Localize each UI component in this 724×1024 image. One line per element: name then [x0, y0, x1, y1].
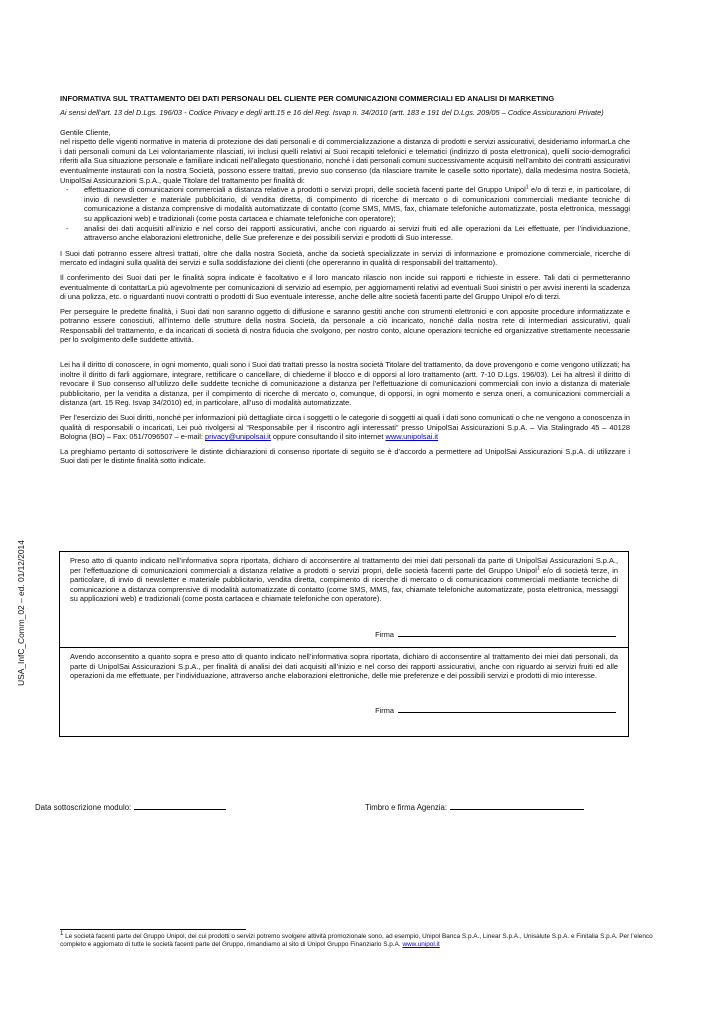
agency-stamp-field[interactable]: [365, 801, 584, 812]
footnote-text: Le società facenti parte del Gruppo Unipol, dei cui prodotti o servizi potremo svolgere attività promozionale sono, ad esempio, Unipol Banca S.p.A., Linear S.p.A., Unisalute S.p.A. e Finitalia S.p.A. Per l’elenco completo e aggiornato di tutte le società facenti parte del Gruppo, rimandiamo al sito di Unipol Gruppo Finanziario S.p.A.: [60, 933, 653, 949]
footnote-number: 1: [60, 930, 64, 937]
privacy-email-link[interactable]: privacy@unipolsai.it: [205, 432, 271, 442]
purpose-item-marketing-text: effettuazione di comunicazioni commerciali a distanza relative a prodotti o servizi propri, delle società facenti parte del Gruppo Unipol: [84, 185, 526, 195]
signature-line[interactable]: [398, 628, 616, 637]
consent-box: [59, 551, 629, 737]
paragraph-handling: Per perseguire le predette finalità, i Suoi dati non saranno oggetto di diffusione e saranno gestiti anche con strumenti elettronici e con apposite procedure informatizzate e potranno essere conosciuti, all’interno delle strutture della nostra Società, da personale a ciò incaricato, nonché dalla nostra rete di intermediari assicurativi, quali Responsabili del trattamento, e da incaricati di società di nostra fiducia che svolgono, per nostro conto, alcune operazioni tecniche ed organizzative strettamente necessarie per lo svolgimento delle suddette attività.: [60, 306, 630, 345]
agency-stamp-line[interactable]: [450, 801, 584, 810]
footnote: [60, 930, 660, 950]
form-date-field[interactable]: [35, 801, 226, 812]
purpose-list: [60, 185, 630, 243]
website-link[interactable]: www.unipolsai.it: [385, 432, 439, 442]
purpose-item-marketing-text-cont: e/o di terzi e, in particolare, di invio di newsletter e materiale pubblicitario, di vendita diretta, di compimento di ricerche di mercato o di comunicazioni commerciali mediante tecniche di comunicazione a distanza comprensive di modalità automatizzate di contatto (come SMS, MMS, fax, chiamate telefoniche automatizzate, posta elettronica, messaggi su applicazioni web) e tradizionali (come posta cartacea e chiamate telefoniche con operatore);: [84, 185, 631, 223]
signature-label: Firma: [375, 706, 394, 715]
footnote-marker: 1: [525, 184, 529, 191]
signature-line[interactable]: [398, 704, 616, 713]
greeting: Gentile Cliente,: [60, 127, 111, 137]
consent-analysis-text: Avendo acconsentito a quanto sopra e preso atto di quanto indicato nell’informativa sopra riportata, dichiaro di acconsentire al trattamento dei miei dati personali, da parte di UnipolSai Assicurazioni S.p.A., per finalità di analisi dei dati acquisiti all’inizio e nel corso dei rapporti assicurativi, anche con riguardo ai servizi fruiti ed alle operazioni da me effettuate, per l’individuazione, attraverso anche elaborazioni elettroniche, delle mie preferenze e dei possibili servizi e prodotti di mio interesse.: [70, 652, 618, 681]
consent-marketing-text: [70, 556, 618, 604]
signature-field-marketing[interactable]: [375, 628, 616, 640]
paragraph-request-signature: La preghiamo pertanto di sottoscrivere le distinte dichiarazioni di consenso riportate di seguito se è d’accordo a permettere ad UnipolSai Assicurazioni S.p.A. di utilizzare i Suoi dati per le distinte finalità sotto indicate.: [60, 446, 630, 466]
agency-stamp-label: Timbro e firma Agenzia:: [365, 803, 448, 812]
form-date-label: Data sottoscrizione modulo:: [35, 803, 132, 812]
paragraph-rights: Lei ha il diritto di conoscere, in ogni momento, quali sono i Suoi dati trattati presso la nostra società Titolare del trattamento, da dove provengono e come vengono utilizzati; ha inoltre il diritto di farli aggiornare, integrare, rettificare o cancellare, di chiederne il blocco e di opporsi al loro trattamento (artt. 7-10 D.Lgs. 196/03). Lei ha altresì il diritto di revocare il Suo consenso all’utilizzo delle suddette tecniche di comunicazione a distanza per l’effettuazione di comunicazioni commerciali con invio a distanza di materiale pubblicitario, per la vendita a distanza, per il compimento di ricerche di mercato o, comunque, di opporsi, in ogni momento e senza oneri, a comunicazioni commerciali a distanza (art. 15 Reg. Isvap 34/2010) ed, in particolare, all’uso di modalità automatizzate.: [60, 360, 630, 408]
consent-section-analysis: [60, 648, 628, 736]
paragraph-exercise-rights: [60, 413, 630, 442]
document-title: INFORMATIVA SUL TRATTAMENTO DEI DATI PERSONALI DEL CLIENTE PER COMUNICAZIONI COMMERCIALI ED ANALISI DI MARKETING: [60, 94, 555, 103]
consent-marketing-text-a: Preso atto di quanto indicato nell’informativa sopra riportata, dichiaro di acconsentire al trattamento dei miei dati personali da parte di UnipolSai Assicurazioni S.p.A., per l’effettuazione di comunicazioni commerciali a distanza relative a prodotti o servizi propri, delle società facenti parte del Gruppo Unipol: [70, 556, 618, 575]
paragraph-processors: I Suoi dati potranno essere altresì trattati, oltre che dalla nostra Società, anche da società specializzate in servizi di informazione e promozione commerciale, ricerche di mercato ed indagini sulla qualità dei servizi e sulla soddisfazione dei clienti (che opereranno in qualità di responsabili del trattamento).: [60, 248, 630, 268]
purpose-item-analysis: [60, 224, 630, 243]
consent-section-marketing: [60, 552, 628, 648]
exercise-rights-text-cont: oppure consultando il sito internet: [270, 432, 386, 442]
purpose-item-analysis-text: analisi dei dati acquisiti all’inizio e nel corso dei rapporti assicurativi, anche con riguardo ai servizi fruiti ed alle operazioni da Lei effettuate, per l’individuazione, attraverso anche elaborazioni elettroniche, delle Sue preferenze e dei possibili servizi e prodotti di Suo interesse.: [84, 223, 630, 243]
paragraph-provision: Il conferimento dei Suoi dati per le finalità sopra indicate è facoltativo e il loro mancato rilascio non incide sui rapporti e richieste in essere. Tali dati ci permetteranno eventualmente di contattarLa più agevolmente per comunicazioni di servizio ad esempio, per aggiornamenti relativi ad eventuali Suoi sinistri o per avvisi inerenti la scadenza di una polizza, etc. o riguardanti nuovi contratti o prodotti di Suo eventuale interesse, anche delle altre società facenti parte del Gruppo Unipol e/o di terzi.: [60, 272, 630, 302]
document-subtitle: Ai sensi dell’art. 13 del D.Lgs. 196/03 - Codice Privacy e degli artt.15 e 16 del Reg. Isvap n. 34/2010 (artt. 183 e 191 del D.Lgs. 209/05 – Codice Assicurazioni Private): [60, 108, 604, 117]
consent-marketing-text-b: e/o di società terze, in particolare, di invio di newsletter e materiale pubblicitario, vendita diretta, compimento di ricerche di mercato o di comunicazioni commerciali mediante tecniche di comunicazione a distanza comprensive di modalità automatizzate di contatto (come SMS, MMS, fax, chiamate telefoniche automatizzate, posta elettronica, messaggi su applicazioni web) e tradizionali (come posta cartacea e chiamate telefoniche con operatore).: [70, 565, 619, 604]
intro-paragraph: nel rispetto delle vigenti normative in materia di protezione dei dati personali e di commercializzazione a distanza di prodotti e servizi assicurativi, desideriamo informarLa che i dati personali comuni da Lei volontariamente rilasciati, ivi inclusi quelli relativi ai Suoi recapiti telefonici e telematici (indirizzo di posta elettronica), quelli socio-demografici riferiti alla Sua situazione personale e familiare indicati nell’allegato questionario, nonché i dati personali comuni successivamente acquisiti nell’ambito dei contratti assicurativi eventualmente instaurati con la nostra Società, possono essere trattati, previo suo consenso (da rilasciare tramite le caselle sotto riportate), dalla medesima nostra Società, UnipolSai Assicurazioni S.p.A., quale Titolare del trattamento per finalità di:: [60, 137, 630, 185]
form-date-line[interactable]: [134, 801, 226, 810]
information-notice: [60, 94, 630, 471]
exercise-rights-text: Per l’esercizio dei Suoi diritti, nonché per informazioni più dettagliate circa i soggetti o le categorie di soggetti ai quali i dati sono comunicati o che ne vengono a conoscenza in qualità di responsabili o incaricati, Lei può rivolgersi al “Responsabile per il riscontro agli interessati” presso UnipolSai Assicurazioni S.p.A. – Via Stalingrado 45 – 40128 Bologna (BO) – Fax: 051/7096507 – e-mail:: [60, 413, 630, 442]
signature-field-analysis[interactable]: [375, 704, 616, 716]
bullet-dash: -: [66, 185, 69, 195]
footnote-marker: 1: [536, 565, 540, 572]
footnote-divider: [60, 929, 246, 930]
bullet-dash: -: [66, 223, 69, 233]
form-code-side-label: [6, 540, 36, 686]
form-code-text: USA_InfC_Comm_02 – ed. 01/12/2014: [16, 540, 26, 686]
signature-label: Firma: [375, 630, 394, 639]
footnote-link[interactable]: www.unipol.it: [402, 941, 440, 949]
purpose-item-marketing: [60, 185, 630, 223]
spacer: [60, 350, 630, 360]
